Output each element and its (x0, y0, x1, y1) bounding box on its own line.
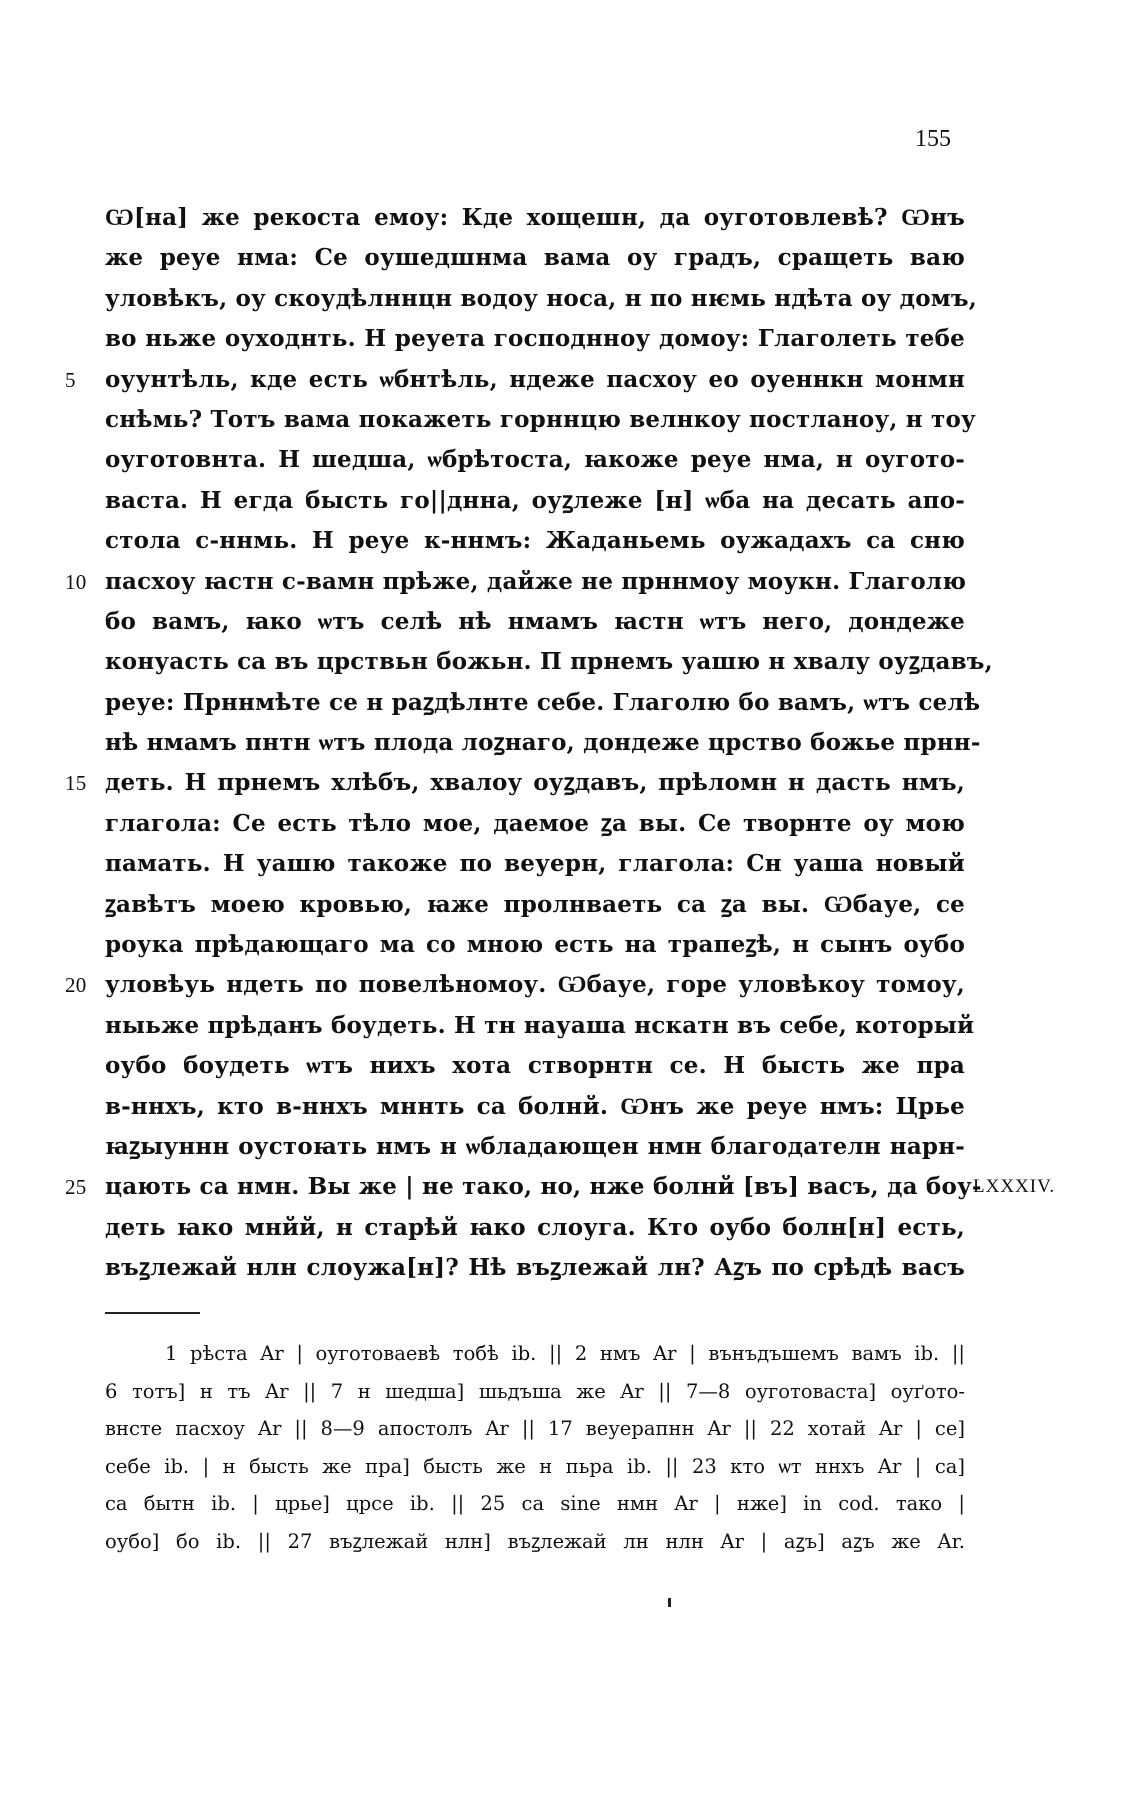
page-number: 155 (915, 126, 951, 152)
line-text: оубо боудеть ѡтъ нихъ хота створнтн се. Н бысть же пра (105, 1052, 965, 1080)
text-line (105, 198, 965, 238)
line-text: Ѡ[на] же рекоста емоу: Кде хощешн, да оуготовлевѣ? Ѡнъ (105, 204, 965, 231)
text-line (105, 925, 965, 965)
footnote-divider (105, 1312, 200, 1314)
text-line (105, 400, 976, 440)
line-text: цають са нмн. Вы же | не тако, но, нже болнй [въ] васъ, да боу- (105, 1173, 982, 1201)
footnote-line: внсте пасхоу Ar || 8—9 апостолъ Ar || 17 веуерапнн Ar || 22 хотай Ar | се] (105, 1417, 965, 1440)
line-text: конуасть са въ црствьн божьн. П прнемъ уашю н хвалу оуꙁдавъ, (105, 648, 993, 676)
line-text: бо вамъ, ꙗко ѡтъ селѣ нѣ нмамъ ꙗстн ѡтъ него, дондеже (105, 607, 965, 635)
line-text: оуготовнта. Н шедша, ѡбрѣтоста, ꙗкоже реуе нма, н оугото- (105, 446, 965, 474)
line-text: в-ннхъ, кто в-ннхъ мннть са болнй. Ѡнъ же реуе нмъ: Црье (105, 1092, 965, 1120)
line-text: деть ꙗко мнйй, н старѣй ꙗко слоуга. Кто оубо болн[н] есть, (105, 1213, 965, 1241)
text-line (105, 481, 965, 521)
line-text: глагола: Се есть тѣло мое, даемое ꙁа вы. Се творнте оу мою (105, 809, 965, 837)
text-line (105, 602, 965, 642)
text-line (105, 642, 993, 682)
line-text: въꙁлежай нлн слоужа[н]? Нѣ въꙁлежай лн? Аꙁъ по срѣдѣ васъ (105, 1254, 965, 1282)
line-text: памать. Н уашю такоже по веуерн, глагола: Сн уаша новый (105, 850, 965, 878)
text-line (65, 562, 967, 602)
line-text: деть. Н прнемъ хлѣбъ, хвалоу оуꙁдавъ, прѣломн н дасть нмъ, (105, 769, 965, 797)
line-text: реуе: Прннмѣте се н раꙁдѣлнте себе. Глаголю бо вамъ, ѡтъ селѣ (105, 688, 981, 716)
text-line (105, 1248, 965, 1288)
text-line (105, 319, 965, 359)
footnote-line: 1 рѣста Ar | оуготоваевѣ тобѣ ib. || 2 нмъ Ar | вънъдъшемъ вамъ ib. || (165, 1342, 965, 1365)
footnote-line: себе ib. | н бысть же пра] бысть же н пьра ib. || 23 кто ѡт ннхъ Ar | са] (105, 1454, 965, 1478)
footnote-line: са бытн ib. | црье] црсе ib. || 25 са sine нмн Ar | нже] in cod. тако | (105, 1492, 965, 1515)
footnotes (105, 1335, 965, 1560)
line-number: 5 (65, 367, 76, 392)
text-line (65, 965, 965, 1005)
margin-note: LXXXIV. (973, 1176, 1056, 1198)
text-line (65, 360, 965, 400)
line-text: пасхоу ꙗстн с-вамн прѣже, дайже не прннмоу моукн. Глаголю (105, 567, 967, 595)
text-line (105, 844, 965, 884)
text-line (105, 521, 965, 561)
text-line (65, 1167, 1056, 1207)
line-text: оуунтѣль, кде есть ѡбнтѣль, ндеже пасхоу ео оуеннкн монмн (105, 365, 965, 393)
footnote-line: оубо] бо ib. || 27 въꙁлежай нлн] въꙁлежай лн нлн Ar | аꙁъ] аꙁъ же Ar. (105, 1529, 965, 1553)
line-number: 25 (65, 1175, 87, 1200)
line-text: снѣмь? Тотъ вама покажеть горннцю велнкоу постланоу, н тоу (105, 405, 976, 433)
line-text: ныьже прѣданъ боудеть. Н тн науаша нскатн въ себе, который (105, 1011, 975, 1039)
ink-speck (668, 1598, 671, 1607)
main-text (65, 198, 1056, 1289)
text-line (65, 763, 965, 803)
line-number: 15 (65, 771, 87, 796)
line-text: роука прѣдающаго ма со мною есть на трапеꙁѣ, н сынъ оубо (105, 931, 965, 959)
text-line (105, 885, 965, 925)
footnote-line: 6 тотъ] н тъ Ar || 7 н шедша] шьдъша же Ar || 7—8 оуготоваста] оуґото- (105, 1379, 965, 1403)
line-number: 20 (65, 973, 87, 998)
line-text: нѣ нмамъ пнтн ѡтъ плода лоꙁнаго, дондеже црство божье прнн- (105, 729, 981, 757)
line-text: уловѣуь ндеть по повелѣномоу. Ѡбауе, горе уловѣкоу томоу, (105, 971, 965, 999)
text-line (105, 1006, 975, 1046)
text-line (105, 440, 965, 480)
text-line (105, 1208, 965, 1248)
text-line (105, 238, 965, 278)
text-line (105, 1127, 965, 1167)
text-line (105, 723, 981, 763)
line-text: же реуе нма: Се оушедшнма вама оу градъ, сращеть ваю (105, 244, 965, 272)
line-text: васта. Н егда бысть го||днна, оуꙁлеже [н] ѡба на десать апо- (105, 486, 965, 514)
line-text: стола с-ннмь. Н реуе к-ннмъ: Жаданьемь оужадахъ са сню (105, 527, 965, 555)
text-line (105, 683, 981, 723)
text-line (105, 279, 977, 319)
line-number: 10 (65, 569, 87, 594)
text-line (105, 1046, 965, 1086)
line-text: ꙁавѣтъ моею кровью, ꙗже пролнваеть са ꙁа вы. Ѡбауе, се (105, 890, 965, 918)
text-line (105, 1087, 965, 1127)
text-line (105, 804, 965, 844)
line-text: ꙗꙁыуннн оустоꙗть нмъ н ѡбладающен нмн благодателн нарн- (105, 1132, 965, 1160)
line-text: уловѣкъ, оу скоудѣлннцн водоу носа, н по нѥмь ндѣта оу домъ, (105, 284, 977, 312)
line-text: во ньже оуходнть. Н реуета господнноу домоу: Глаголеть тебе (105, 325, 965, 353)
